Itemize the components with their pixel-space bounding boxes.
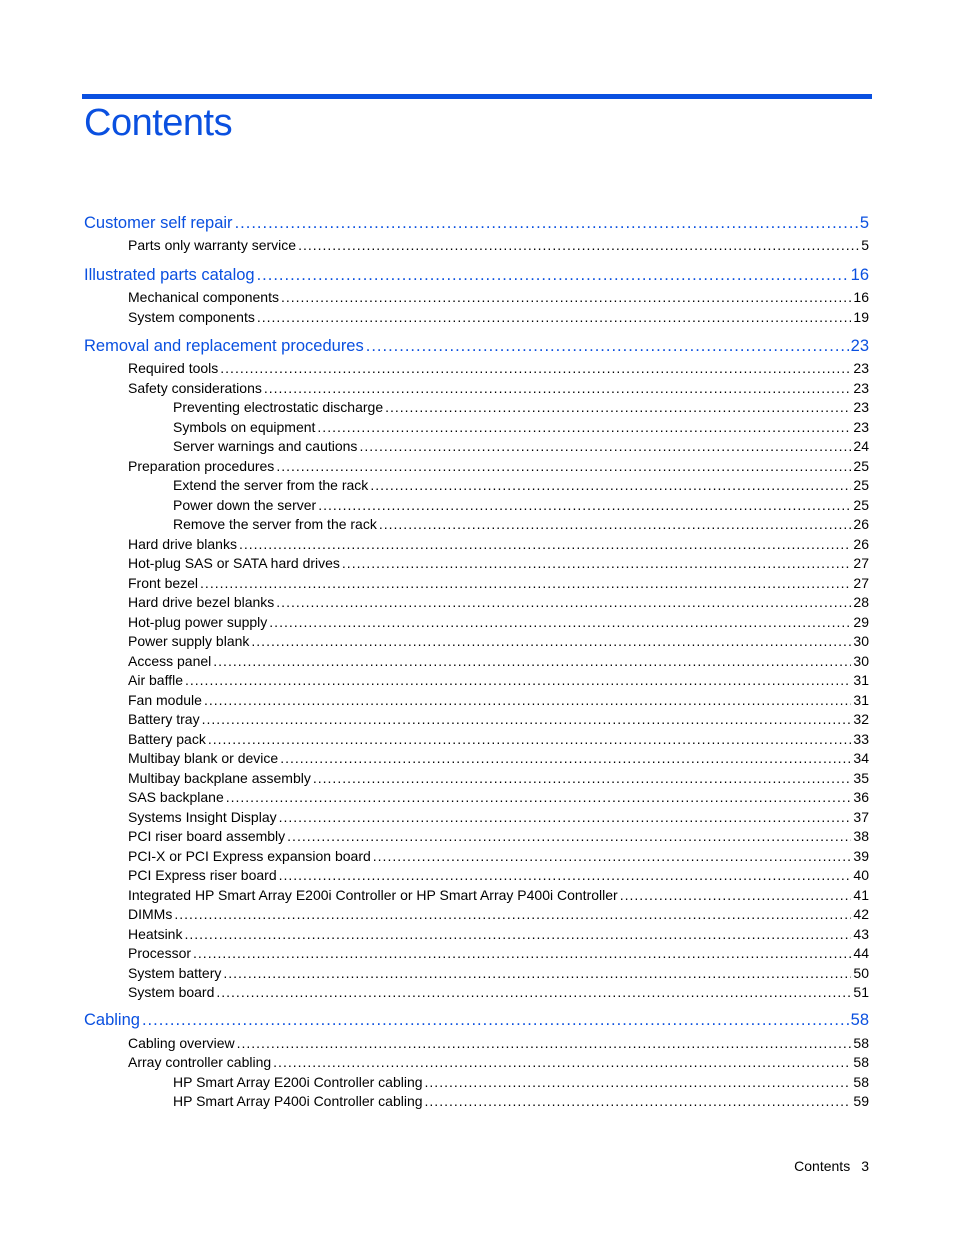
toc-entry-page: 29 — [853, 614, 869, 630]
toc-dot-leader — [257, 266, 849, 285]
footer-page-number: 3 — [861, 1158, 869, 1174]
toc-dot-leader — [257, 309, 852, 325]
toc-entry[interactable] — [128, 906, 869, 922]
toc-dot-leader — [216, 984, 851, 1000]
toc-entry[interactable] — [173, 399, 869, 415]
toc-dot-leader — [279, 867, 852, 883]
toc-entry-label: HP Smart Array E200i Controller cabling — [173, 1074, 423, 1090]
toc-entry-page: 23 — [853, 399, 869, 415]
toc-entry-label: Preventing electrostatic discharge — [173, 399, 384, 415]
toc-entry-label: SAS backplane — [128, 789, 224, 805]
toc-entry-page: 23 — [853, 360, 869, 376]
toc-entry-label: Mechanical components — [128, 289, 279, 305]
toc-entry-page: 58 — [853, 1035, 869, 1051]
toc-entry-label: Parts only warranty service — [128, 237, 297, 253]
toc-entry[interactable] — [128, 809, 869, 825]
toc-entry-label: System battery — [128, 965, 222, 981]
toc-entry-page: 38 — [853, 828, 869, 844]
toc-entry[interactable] — [128, 750, 869, 766]
toc-entry[interactable] — [128, 360, 869, 376]
toc-entry-page: 26 — [853, 516, 869, 532]
toc-entry-label: Multibay backplane assembly — [128, 770, 311, 786]
toc-dot-leader — [202, 711, 852, 727]
toc-entry-label: Processor — [128, 945, 192, 961]
toc-entry[interactable] — [173, 419, 869, 435]
toc-entry-label: Hot-plug power supply — [128, 614, 268, 630]
toc-entry-page: 36 — [853, 789, 869, 805]
toc-entry[interactable] — [128, 731, 869, 747]
toc-entry[interactable] — [128, 965, 869, 981]
page-footer — [794, 1158, 869, 1174]
toc-entry[interactable] — [173, 497, 869, 513]
toc-entry[interactable] — [128, 633, 869, 649]
toc-dot-leader — [237, 1035, 852, 1051]
toc-dot-leader — [359, 438, 851, 454]
toc-entry-page: 35 — [853, 770, 869, 786]
toc-entry-label: DIMMs — [128, 906, 173, 922]
toc-entry[interactable] — [84, 266, 869, 285]
toc-entry-label: Required tools — [128, 360, 219, 376]
toc-entry[interactable] — [128, 711, 869, 727]
toc-entry-label: Cabling — [84, 1011, 140, 1029]
toc-entry-label: Safety considerations — [128, 380, 262, 396]
toc-dot-leader — [318, 497, 851, 513]
toc-entry[interactable] — [128, 536, 869, 552]
toc-entry-label: Extend the server from the rack — [173, 477, 369, 493]
toc-entry-label: Systems Insight Display — [128, 809, 277, 825]
toc-entry-label: Cabling overview — [128, 1035, 235, 1051]
toc-entry-label: System components — [128, 309, 255, 325]
toc-entry-page: 16 — [850, 266, 869, 284]
toc-dot-leader — [213, 653, 851, 669]
toc-entry-label: Power supply blank — [128, 633, 250, 649]
title-rule — [82, 94, 872, 99]
toc-entry[interactable] — [173, 1093, 869, 1109]
toc-dot-leader — [204, 692, 851, 708]
toc-entry-page: 27 — [853, 575, 869, 591]
toc-entry-page: 30 — [853, 633, 869, 649]
toc-entry[interactable] — [173, 438, 869, 454]
toc-entry-label: Remove the server from the rack — [173, 516, 377, 532]
toc-dot-leader — [185, 672, 851, 688]
toc-entry-page: 25 — [853, 458, 869, 474]
toc-entry-page: 26 — [853, 536, 869, 552]
toc-entry-page: 5 — [859, 214, 869, 232]
toc-entry-page: 41 — [853, 887, 869, 903]
toc-dot-leader — [276, 594, 851, 610]
toc-entry[interactable] — [128, 555, 869, 571]
toc-entry-label: Power down the server — [173, 497, 317, 513]
toc-entry[interactable] — [128, 887, 869, 903]
toc-entry-page: 27 — [853, 555, 869, 571]
toc-dot-leader — [317, 419, 851, 435]
toc-entry[interactable] — [128, 848, 869, 864]
toc-dot-leader — [287, 828, 851, 844]
toc-dot-leader — [264, 380, 852, 396]
toc-entry-page: 32 — [853, 711, 869, 727]
toc-entry[interactable] — [128, 672, 869, 688]
toc-entry[interactable] — [128, 614, 869, 630]
toc-entry-label: Hot-plug SAS or SATA hard drives — [128, 555, 340, 571]
toc-entry-page: 16 — [853, 289, 869, 305]
toc-entry-label: PCI-X or PCI Express expansion board — [128, 848, 371, 864]
footer-section-label: Contents — [794, 1158, 851, 1174]
toc-dot-leader — [313, 770, 852, 786]
toc-entry[interactable] — [84, 1011, 869, 1030]
toc-entry[interactable] — [128, 692, 869, 708]
toc-entry[interactable] — [128, 770, 869, 786]
toc-entry-label: Hard drive blanks — [128, 536, 237, 552]
toc-entry-label: System board — [128, 984, 215, 1000]
toc-dot-leader — [370, 477, 851, 493]
toc-dot-leader — [223, 965, 851, 981]
toc-dot-leader — [226, 789, 852, 805]
toc-entry-label: Array controller cabling — [128, 1054, 272, 1070]
toc-dot-leader — [200, 575, 851, 591]
toc-dot-leader — [239, 536, 851, 552]
toc-dot-leader — [298, 237, 859, 253]
toc-entry-page: 24 — [853, 438, 869, 454]
toc-entry-label: Access panel — [128, 653, 212, 669]
toc-dot-leader — [342, 555, 852, 571]
toc-entry[interactable] — [128, 789, 869, 805]
toc-entry-page: 23 — [853, 380, 869, 396]
toc-entry-page: 31 — [853, 692, 869, 708]
toc-entry-label: Battery tray — [128, 711, 200, 727]
toc-dot-leader — [269, 614, 851, 630]
toc-entry[interactable] — [173, 516, 869, 532]
page-title: Contents — [84, 102, 233, 144]
toc-dot-leader — [385, 399, 851, 415]
toc-dot-leader — [280, 750, 851, 766]
toc-dot-leader — [273, 1054, 851, 1070]
toc-dot-leader — [366, 337, 849, 356]
toc-entry[interactable] — [173, 1074, 869, 1090]
toc-entry-page: 58 — [853, 1054, 869, 1070]
toc-entry-label: PCI riser board assembly — [128, 828, 286, 844]
toc-entry-label: Removal and replacement procedures — [84, 337, 364, 355]
toc-entry-page: 30 — [853, 653, 869, 669]
toc-dot-leader — [193, 945, 851, 961]
toc-entry-page: 33 — [853, 731, 869, 747]
toc-entry-label: Customer self repair — [84, 214, 233, 232]
toc-entry[interactable] — [128, 1035, 869, 1051]
toc-entry-page: 37 — [853, 809, 869, 825]
toc-entry-page: 44 — [853, 945, 869, 961]
toc-dot-leader — [373, 848, 852, 864]
toc-entry-page: 58 — [850, 1011, 869, 1029]
toc-entry-page: 19 — [853, 309, 869, 325]
toc-entry[interactable] — [128, 380, 869, 396]
toc-entry[interactable] — [128, 653, 869, 669]
toc-entry-page: 31 — [853, 672, 869, 688]
toc-entry-page: 39 — [853, 848, 869, 864]
toc-dot-leader — [379, 516, 852, 532]
toc-dot-leader — [142, 1011, 849, 1030]
toc-entry[interactable] — [128, 867, 869, 883]
toc-dot-leader — [620, 887, 852, 903]
toc-entry-label: Heatsink — [128, 926, 183, 942]
toc-entry-label: Front bezel — [128, 575, 199, 591]
toc-dot-leader — [425, 1093, 852, 1109]
toc-entry-label: Hard drive bezel blanks — [128, 594, 275, 610]
toc-dot-leader — [425, 1074, 852, 1090]
toc-entry[interactable] — [84, 214, 869, 233]
toc-entry[interactable] — [128, 458, 869, 474]
toc-entry[interactable] — [128, 828, 869, 844]
toc-entry-page: 40 — [853, 867, 869, 883]
toc-dot-leader — [251, 633, 851, 649]
toc-dot-leader — [208, 731, 852, 747]
toc-entry-page: 51 — [853, 984, 869, 1000]
toc-entry[interactable] — [128, 575, 869, 591]
toc-entry-page: 58 — [853, 1074, 869, 1090]
toc-dot-leader — [276, 458, 851, 474]
toc-entry-label: Air baffle — [128, 672, 183, 688]
toc-entry-page: 23 — [853, 419, 869, 435]
toc-dot-leader — [279, 809, 852, 825]
toc-entry-label: Fan module — [128, 692, 202, 708]
toc-entry[interactable] — [128, 984, 869, 1000]
toc-dot-leader — [174, 906, 851, 922]
toc-entry-label: Preparation procedures — [128, 458, 275, 474]
toc-entry[interactable] — [128, 309, 869, 325]
toc-entry[interactable] — [128, 237, 869, 253]
toc-entry-page: 43 — [853, 926, 869, 942]
toc-entry-page: 28 — [853, 594, 869, 610]
toc-entry-page: 25 — [853, 497, 869, 513]
toc-entry[interactable] — [128, 945, 869, 961]
toc-dot-leader — [220, 360, 851, 376]
toc-entry-page: 25 — [853, 477, 869, 493]
toc-entry-label: Multibay blank or device — [128, 750, 279, 766]
toc-entry-label: Server warnings and cautions — [173, 438, 358, 454]
toc-dot-leader — [281, 289, 851, 305]
toc-entry-label: HP Smart Array P400i Controller cabling — [173, 1093, 423, 1109]
toc-entry-label: Integrated HP Smart Array E200i Controller or HP Smart Array P400i Controller — [128, 887, 618, 903]
toc-entry-label: PCI Express riser board — [128, 867, 277, 883]
toc-entry-page: 5 — [861, 237, 869, 253]
toc-entry-label: Illustrated parts catalog — [84, 266, 255, 284]
toc-entry[interactable] — [84, 337, 869, 356]
toc-entry[interactable] — [128, 594, 869, 610]
toc-dot-leader — [235, 214, 858, 233]
toc-entry-page: 34 — [853, 750, 869, 766]
toc-entry-page: 42 — [853, 906, 869, 922]
toc-entry[interactable] — [173, 477, 869, 493]
toc-entry-label: Battery pack — [128, 731, 206, 747]
toc-entry-page: 23 — [850, 337, 869, 355]
toc-dot-leader — [184, 926, 851, 942]
toc-entry-page: 59 — [853, 1093, 869, 1109]
toc-entry[interactable] — [128, 926, 869, 942]
toc-entry-label: Symbols on equipment — [173, 419, 316, 435]
toc-entry[interactable] — [128, 289, 869, 305]
toc-entry[interactable] — [128, 1054, 869, 1070]
toc-entry-page: 50 — [853, 965, 869, 981]
